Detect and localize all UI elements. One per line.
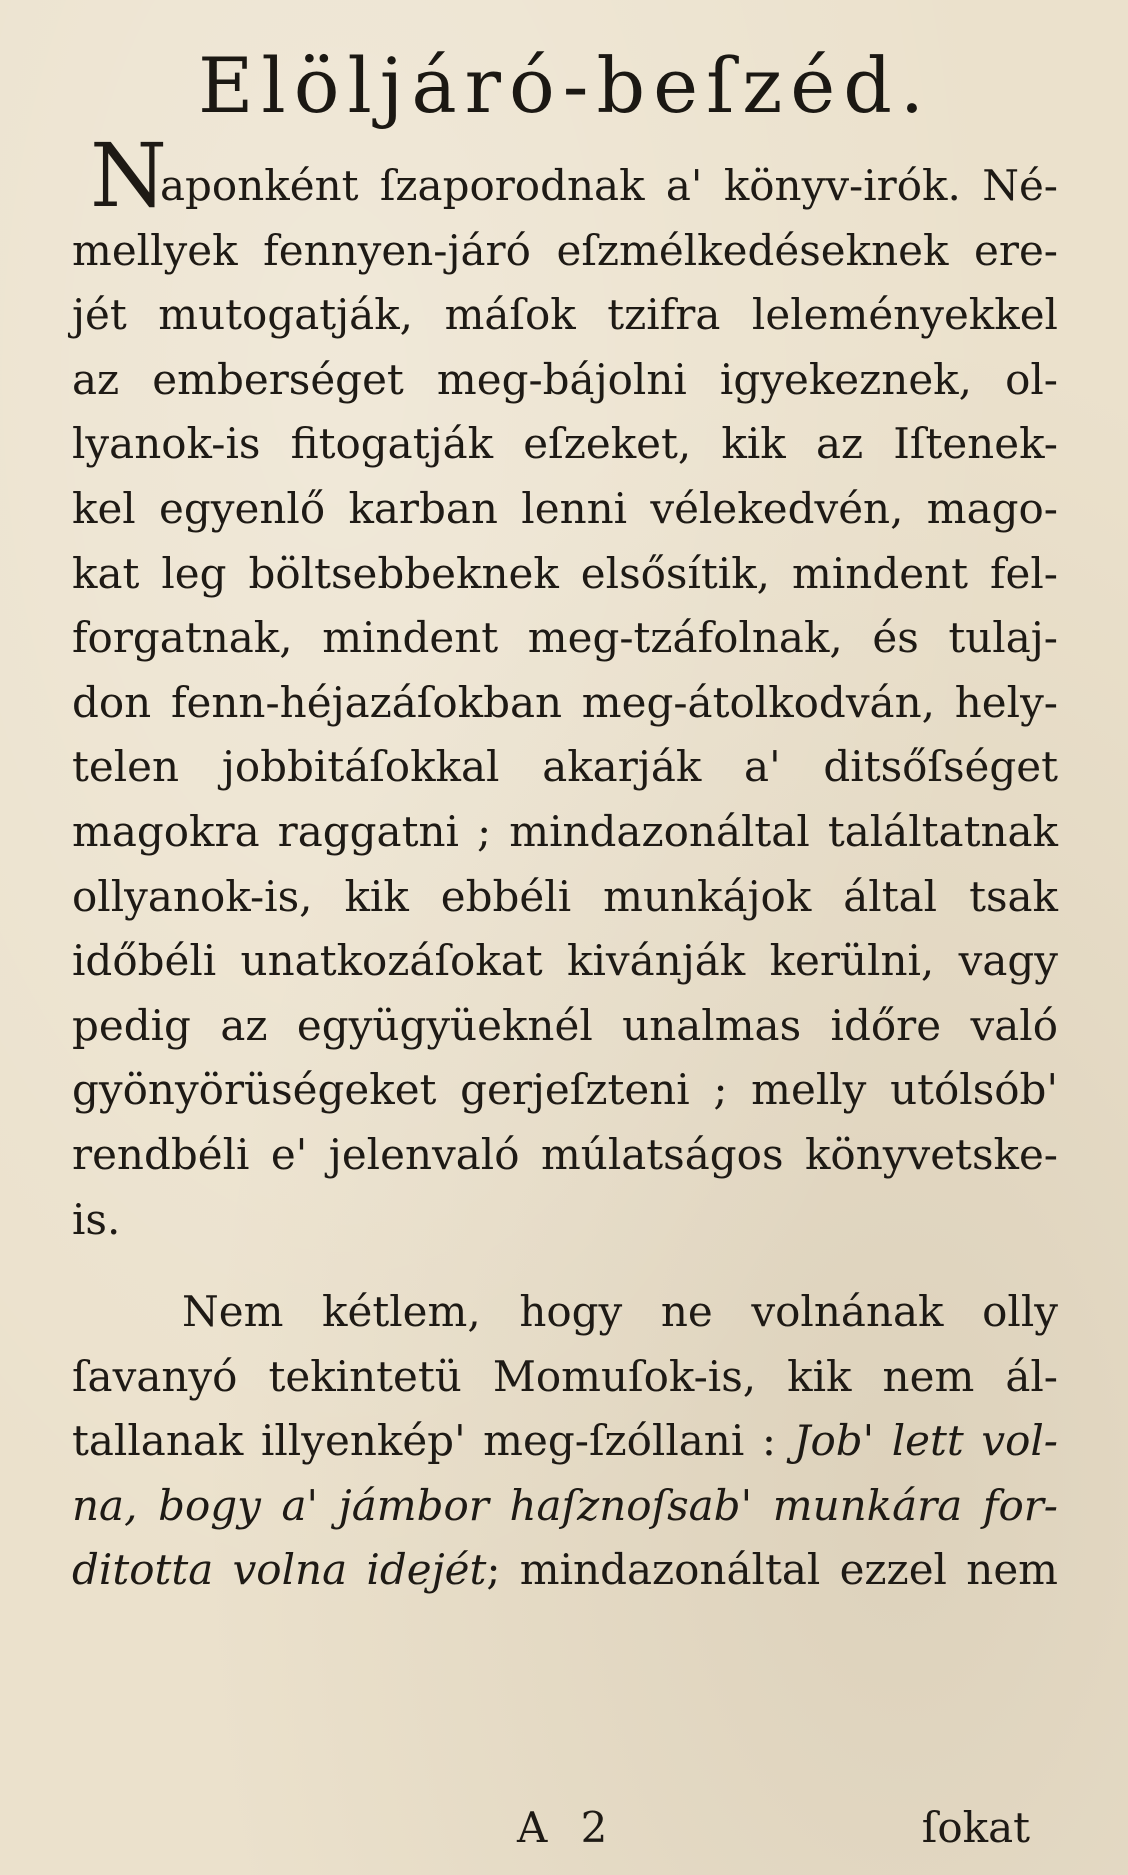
text-line: rendbéli e' jelenvaló múlatságos könyvetske- [72, 1129, 1058, 1179]
text-line [72, 1409, 1058, 1474]
text-line: na, bogy a' jámbor haſznoſsab' munkára for- [72, 1480, 1058, 1530]
text-line: don fenn-héjazáſokban meg-átolkodván, hely- [72, 677, 1058, 727]
text-line: ollyanok-is, kik ebbéli munkájok által tsak [72, 871, 1058, 921]
text-line: magokra raggatni ; mindazonáltal találtatnak [72, 806, 1058, 856]
text-line: jét mutogatják, máſok tzifra leleményekkel [72, 290, 1058, 340]
text-line: kat leg böltsebbeknek elsősítik, mindent fel- [72, 548, 1058, 598]
text-italic: ditotta volna idejét [72, 1545, 487, 1595]
text-line: ſavanyó tekintetü Momuſok-is, kik nem ál- [72, 1351, 1058, 1401]
page-footer [72, 1803, 1058, 1867]
text-line: lyanok-is fitogatják eſzeket, kik az Iſtenek- [72, 419, 1058, 469]
paragraph-1 [72, 124, 1058, 1252]
text-line: az emberséget meg-bájolni igyekeznek, ol- [72, 354, 1058, 404]
paragraph-2 [72, 1280, 1058, 1603]
page-title: Elöljáró-beſzéd. [197, 41, 933, 130]
text-line [72, 1538, 1058, 1603]
text-line: időbéli unatkozáſokat kivánják kerülni, vagy [72, 936, 1058, 986]
text-line: Nem kétlem, hogy ne volnának olly [182, 1287, 1058, 1337]
catchword: ſokat [921, 1803, 1030, 1852]
text-line: forgatnak, mindent meg-tzáfolnak, és tulaj- [72, 613, 1058, 663]
signature-mark: A 2 [517, 1803, 618, 1852]
dropcap-letter: N [90, 124, 167, 227]
text-line: telen jobbitáſokkal akarják a' ditsőſséget [72, 742, 1058, 792]
text-roman: tallanak illyenkép' meg-ſzóllani : [72, 1416, 777, 1466]
text-line: kel egyenlő karban lenni vélekedvén, mago- [72, 483, 1058, 533]
text-line: mellyek fennyen-járó eſzmélkedéseknek ere- [72, 225, 1058, 275]
text-line: is. [72, 1194, 121, 1244]
text-line: aponként ſzaporodnak a' könyv-irók. Né- [160, 161, 1058, 210]
text-line: pedig az együgyüeknél unalmas időre való [72, 1000, 1058, 1050]
text-italic: Job' lett vol- [793, 1416, 1058, 1466]
text-line: gyönyörüségeket gerjeſzteni ; melly utólsób' [72, 1065, 1058, 1115]
text-roman: ; mindazonáltal ezzel nem [486, 1545, 1058, 1595]
